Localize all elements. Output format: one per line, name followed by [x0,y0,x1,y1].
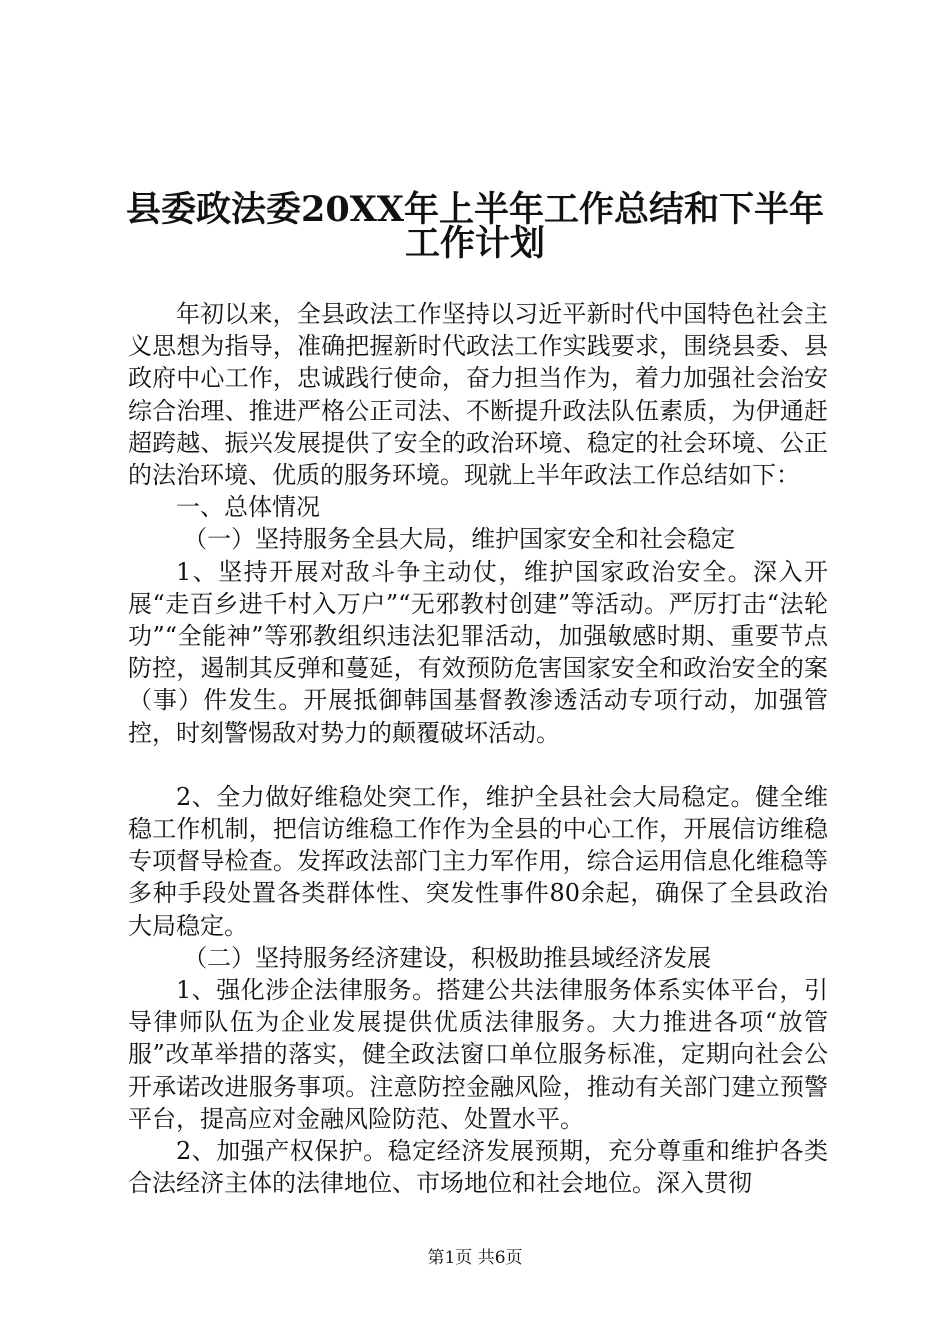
document-title-line-1: 县委政法委20XX年上半年工作总结和下半年 [125,189,825,230]
page-footer: 第1页 共6页 [427,1248,523,1268]
intro-paragraph: 年初以来，全县政法工作坚持以习近平新时代中国特色社会主义思想为指导，准确把握新时代政法工作实践要求，围绕县委、县政府中心工作，忠诚践行使命，奋力担当作为，着力加强社会治安综合治理、推进严格公正司法、不断提升政法队伍素质，为伊通赶超跨越、振兴发展提供了安全的政治环境、稳定的社会环境、公正的法治环境、优质的服务环境。现就上半年政法工作总结如下： [128,300,828,490]
subsection-heading-2: （二）坚持服务经济建设，积极助推县域经济发展 [183,943,712,972]
body-paragraph: 1、坚持开展对敌斗争主动仗，维护国家政治安全。深入开展“走百乡进千村入万户”“无邪教村创建”等活动。严厉打击“法轮功”“全能神”等邪教组织违法犯罪活动，加强敏感时期、重要节点防控，遏制其反弹和蔓延，有效预防危害国家安全和政治安全的案（事）件发生。开展抵御韩国基督教渗透活动专项行动，加强管控，时刻警惕敌对势力的颠覆破坏活动。 [128,557,828,747]
document-body [128,298,828,1199]
body-paragraph: 1、强化涉企法律服务。搭建公共法律服务体系实体平台，引导律师队伍为企业发展提供优质法律服务。大力推进各项“放管服”改革举措的落实，健全政法窗口单位服务标准，定期向社会公开承诺改进服务事项。注意防控金融风险，推动有关部门建立预警平台，提高应对金融风险防范、处置水平。 [128,976,828,1133]
section-heading-1: 一、总体情况 [176,493,320,522]
body-paragraph: 2、加强产权保护。稳定经济发展预期，充分尊重和维护各类合法经济主体的法律地位、市场地位和社会地位。深入贯彻 [128,1137,828,1198]
body-paragraph: 2、全力做好维稳处突工作，维护全县社会大局稳定。健全维稳工作机制，把信访维稳工作作为全县的中心工作，开展信访维稳专项督导检查。发挥政法部门主力军作用，综合运用信息化维稳等多种手段处置各类群体性、突发性事件80余起，确保了全县政治大局稳定。 [128,782,828,940]
document-title-line-2: 工作计划 [404,223,545,264]
subsection-heading-1: （一）坚持服务全县大局，维护国家安全和社会稳定 [183,525,736,554]
